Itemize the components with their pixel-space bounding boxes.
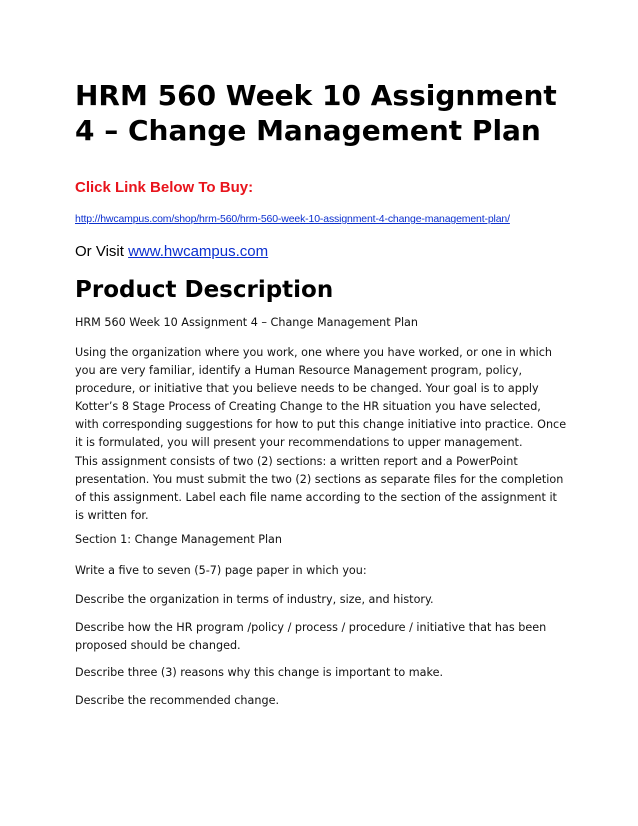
- document-title: [75, 78, 575, 148]
- paragraph-intro: HRM 560 Week 10 Assignment 4 – Change Management Plan: [75, 316, 418, 329]
- paragraph-assignment-sections: This assignment consists of two (2) sections: a written report and a PowerPoint presentation. You must submit the two (2) sections as separate files for the completion of this assignment. Label each file name according to the section of the assignment it is written for.: [75, 455, 564, 522]
- paragraph-recommended-change: Describe the recommended change.: [75, 694, 280, 707]
- document-title-line2: 4 – Change Management Plan: [75, 114, 541, 147]
- visit-line: [75, 243, 268, 261]
- paragraph-describe-reasons: Describe three (3) reasons why this change is important to make.: [75, 666, 444, 679]
- paragraph-organization: Using the organization where you work, one where you have worked, or one in which you are very familiar, identify a Human Resource Management program, policy, procedure, or initiative that you believe needs to be changed. Your goal is to apply Kotter’s 8 Stage Process of Creating Change to the HR situation you have selected, with corresponding suggestions for how to put this change initiative into practice. Once it is formulated, you will present your recommendations to upper management.: [75, 346, 567, 449]
- paragraph-section-1: Section 1: Change Management Plan: [75, 533, 283, 546]
- paragraph-describe-change: Describe how the HR program /policy / process / procedure / initiative that has been proposed should be changed.: [75, 621, 547, 652]
- paragraph-write-paper: Write a five to seven (5-7) page paper in which you:: [75, 564, 367, 577]
- buy-label: Click Link Below To Buy:: [75, 179, 254, 196]
- paragraph-describe-organization: Describe the organization in terms of industry, size, and history.: [75, 593, 434, 606]
- document-title-line1: HRM 560 Week 10 Assignment: [75, 79, 557, 112]
- product-description-heading: Product Description: [75, 277, 334, 303]
- visit-prefix: Or Visit: [75, 243, 129, 260]
- buy-link[interactable]: http://hwcampus.com/shop/hrm-560/hrm-560-week-10-assignment-4-change-management-plan/: [75, 213, 510, 225]
- visit-link[interactable]: www.hwcampus.com: [128, 243, 269, 260]
